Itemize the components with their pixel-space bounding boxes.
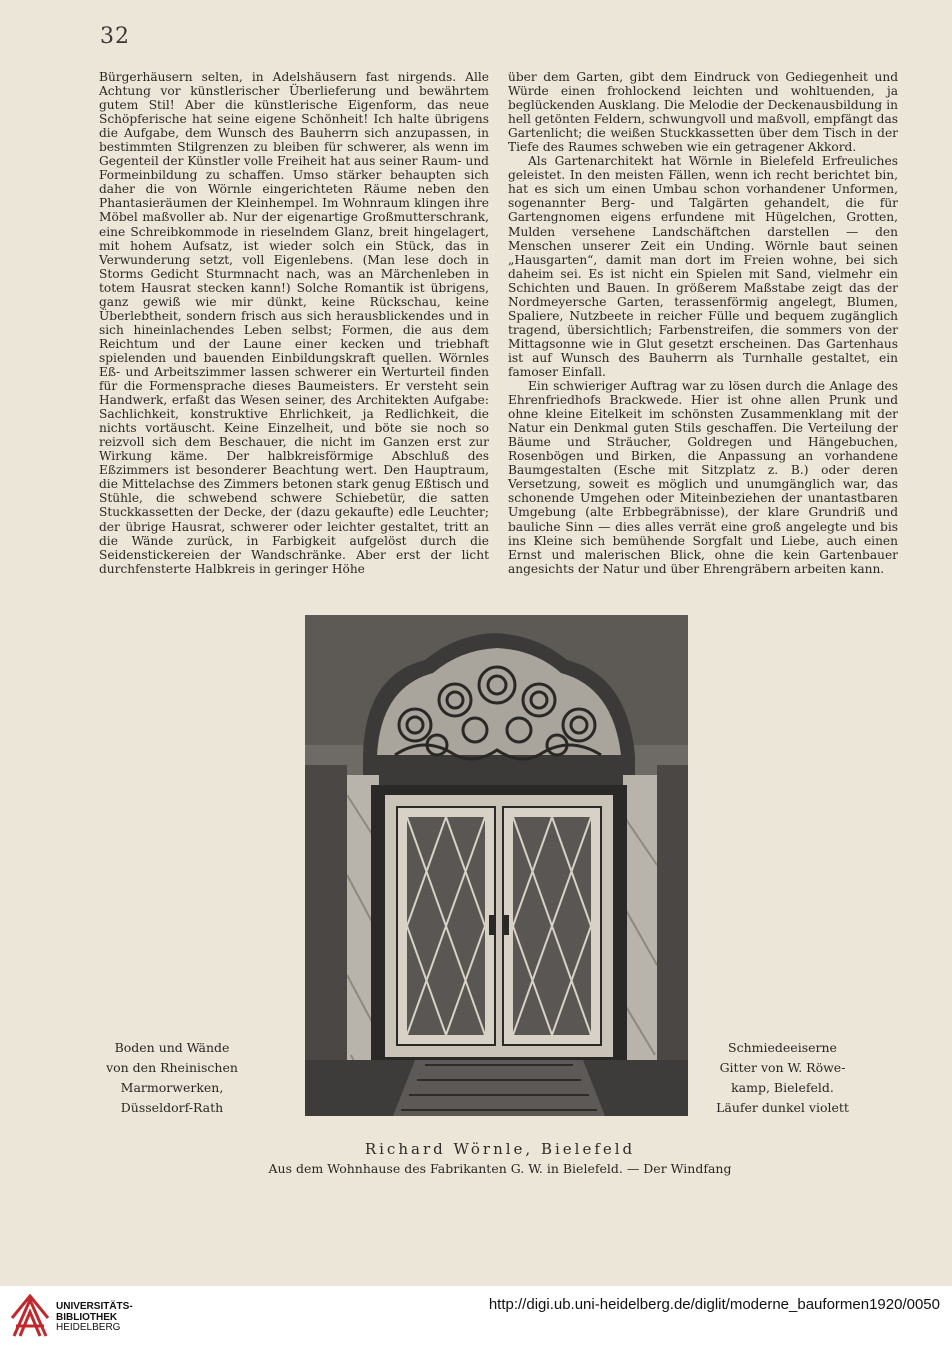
- library-logo[interactable]: [10, 1292, 150, 1342]
- paragraph: Als Gartenarchitekt hat Wörnle in Bielefeld Erfreuliches geleistet. In den meisten Fällen, wenn ich recht berichtet bin, hat es sich um einen Umbau schon vorhandener Unformen, sogenannter Berg- und Talgärten gehandelt, die für Gartengnomen eigens erfundene mit Hügelchen, Grotten, Mulden versehene Landschäftchen darstellen — den Menschen unserer Zeit ein Unding. Wörnle baut seinen „Hausgarten“, damit man dort im Freien wohne, bei sich daheim sei. Es ist nicht ein Spielen mit Sand, vielmehr ein Schichten und Bauen. In größerem Maßstabe zeigt das der Nordmeyersche Garten, terassenförmig angelegt, Blumen, Spaliere, Nutzbeete in reicher Fülle und bequem zugänglich tragend, übersichtlich; Farbenstreifen, die sommers von der Mittagsonne wie in Glut gesetzt erscheinen. Das Gartenhaus ist auf Wunsch des Bauherrn als Turnhalle gestaltet, ein famoser Einfall.: [508, 154, 898, 379]
- caption-line: Boden und Wände: [114, 1040, 230, 1055]
- library-logo-text: [56, 1302, 133, 1334]
- logo-line: BIBLIOTHEK: [56, 1311, 118, 1323]
- caption-line: Gitter von W. Röwe-: [719, 1060, 846, 1075]
- caption-line: Düsseldorf-Rath: [120, 1100, 224, 1115]
- caption-title: Richard Wörnle, Bielefeld: [364, 1140, 636, 1158]
- paragraph: Ein schwieriger Auftrag war zu lösen durch die Anlage des Ehrenfriedhofs Brackwede. Hier ist ohne allen Prunk und ohne kleine Eitelkeit im schönsten Zusammenklang mit der Natur ein Denkmal guten Stils geschaffen. Die Verteilung der Bäume und Sträucher, Goldregen und Hängebuchen, Rosenbögen und Birken, die Anpassung an vorhandene Baumgestalten (Esche mit Sitzplatz z. B.) oder deren Versetzung, soweit es möglich und unumgänglich war, das schonende Umgehen oder Miteinbeziehen der unantastbaren Umgebung (alte Erbbegräbnisse), der klare Grundriß und bauliche Sinn — dies alles verrät eine groß angelegte und bis ins Kleine sich bemühende Sorgfalt und Liebe, auch einen Ernst und malerischen Blick, ohne die kein Gartenbauer angesichts der Natur und über Ehrengräbern arbeiten kann.: [508, 379, 898, 576]
- paragraph: über dem Garten, gibt dem Eindruck von Gediegenheit und Würde einen frohlockend leichten und wohltuenden, ja beglückenden Ausklang. Die Melodie der Deckenausbildung in hell getönten Feldern, schwungvoll und maßvoll, empfängt das Gartenlicht; die weißen Stuckkassetten über dem Tisch in der Tiefe des Raumes schweben wie ein getragener Akkord.: [508, 70, 898, 155]
- caption-line: von den Rheinischen: [106, 1060, 238, 1075]
- caption-line: Schmiedeeiserne: [728, 1040, 837, 1055]
- caption-line: kamp, Bielefeld.: [731, 1080, 834, 1095]
- caption-line: Läufer dunkel violett: [716, 1100, 849, 1115]
- caption-subtitle: Aus dem Wohnhause des Fabrikanten G. W. in Bielefeld. — Der Windfang: [268, 1161, 732, 1176]
- caption-line: Marmorwerken,: [120, 1080, 224, 1095]
- library-logo-icon: [10, 1292, 50, 1340]
- caption-left: [57, 1038, 287, 1118]
- logo-line: UNIVERSITÄTS-: [56, 1301, 133, 1312]
- source-url-link[interactable]: http://digi.ub.uni-heidelberg.de/diglit/moderne_bauformen1920/0050: [488, 1296, 940, 1313]
- figure-caption: [200, 1140, 800, 1176]
- footer-bar: [0, 1286, 952, 1350]
- paragraph: Bürgerhäusern selten, in Adelshäusern fast nirgends. Alle Achtung vor künstlerischer Überlieferung und bewährtem gutem Stil! Aber die künstlerische Eigenform, das neue Schöpferische hat seine eigene Schönheit! Ich halte übrigens die Aufgabe, dem Wunsch des Bauherrn sich anzupassen, in bestimmten Stilgrenzen zu bleiben für schwerer, als wenn im Gegenteil der Künstler volle Freiheit hat aus seiner Raum- und Formeinbildung zu schaffen. Umso stärker behaupten sich daher die von Wörnle eingerichteten Räume neben den Phantasieräumen der Kleinhempel. Im Wohnraum klingen ihre Möbel maßvoller ab. Nur der eigenartige Großmutterschrank, eine Schreibkommode in rieselndem Glanz, breit hingelagert, mit hohem Aufsatz, ist wieder solch ein Stück, das in Verwunderung setzt, voll Eigenlebens. (Man lese doch in Storms Gedicht Sturmnacht nach, was an Märchenleben in totem Hausrat stecken kann!) Solche Romantik ist übrigens, ganz gewiß wie mir dünkt, keine Rückschau, keine Überlebtheit, sondern frisch aus sich herausblickendes und in sich hineinlachendes Leben selbst; Formen, die aus dem Reichtum und der Laune einer kecken und triebhaft spielenden und bauenden Einbildungskraft quellen. Wörnles Eß- und Arbeitszimmer lassen schwerer ein Werturteil finden für die Formensprache dieses Baumeisters. Er versteht sein Handwerk, erfaßt das Wesen seiner, des Architekten Aufgabe: Sachlichkeit, konstruktive Ehrlichkeit, ja Redlichkeit, die nichts vortäuscht. Keine Einzelheit, und böte sie noch so reizvoll sich dem Beschauer, die nicht im Ganzen erst zur Wirkung käme. Der halbkreisförmige Abschluß des Eßzimmers ist besonderer Beachtung wert. Den Hauptraum, die Mittelachse des Zimmers betonen stark genug Eßtisch und Stühle, die schwebend schwere Schiebetür, die satten Stuckkassetten der Decke, der (dazu gekaufte) edle Leuchter; der übrige Hausrat, schwerer oder leichter gestaltet, tritt an die Wände zurück, in Farbigkeit aufgelöst durch die Seidenstickereien der Wandschränke. Aber erst der licht durchfensterte Halbkreis in geringer Höhe: [99, 70, 489, 576]
- right-text-column: [508, 70, 898, 576]
- logo-line: HEIDELBERG: [56, 1322, 121, 1333]
- doorway-photograph: [305, 615, 688, 1116]
- left-text-column: [99, 70, 489, 576]
- doorway-illustration: [305, 615, 688, 1116]
- page-number: 32: [100, 24, 130, 49]
- caption-right: [700, 1038, 865, 1118]
